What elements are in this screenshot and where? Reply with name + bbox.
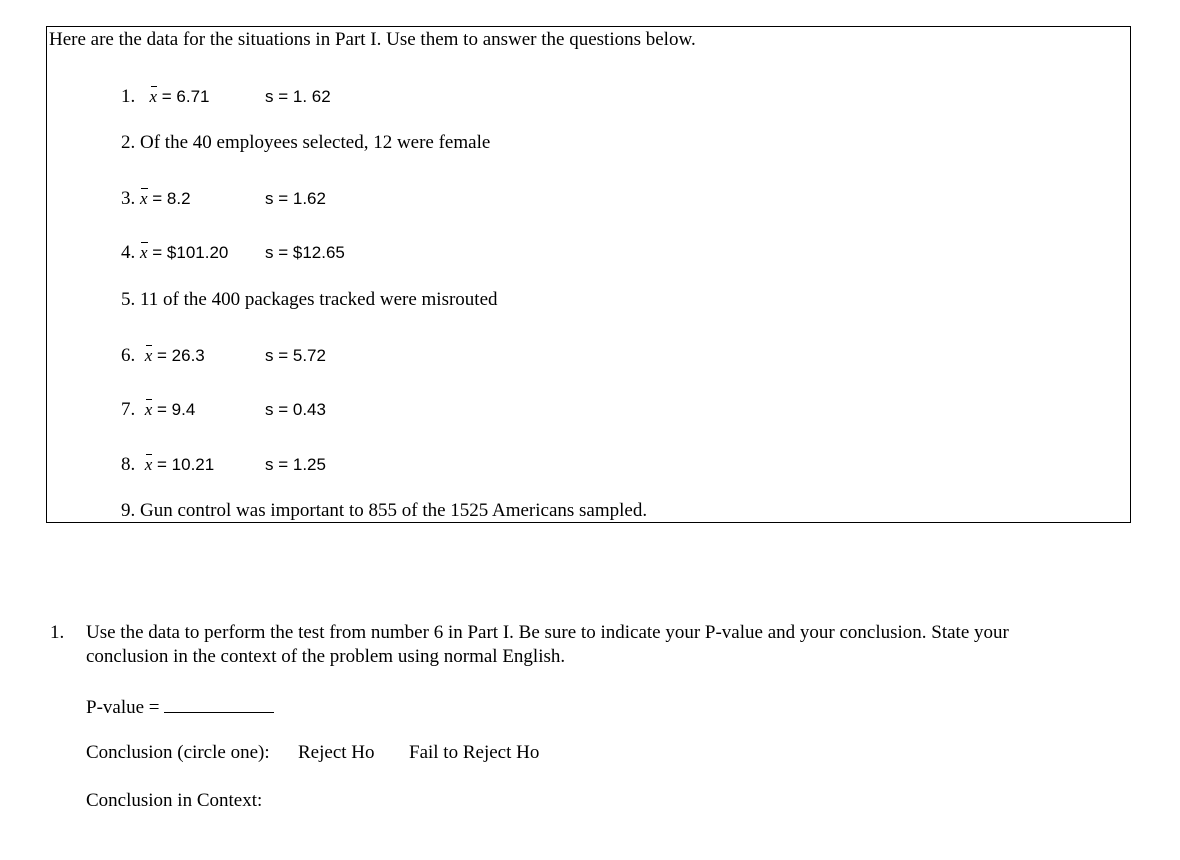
- pvalue-row: [86, 694, 274, 719]
- item-number: 3.: [121, 188, 136, 209]
- mean-value: = 10.21: [152, 455, 215, 474]
- conclusion-label: Conclusion (circle one):: [86, 742, 270, 763]
- item-number: 6.: [121, 345, 136, 366]
- option-fail-to-reject[interactable]: Fail to Reject Ho: [409, 742, 540, 763]
- data-item-1: [121, 86, 210, 108]
- xbar-symbol: x: [144, 400, 153, 419]
- xbar-symbol: x: [149, 87, 158, 106]
- data-item-3: [121, 188, 191, 210]
- xbar-symbol: x: [140, 243, 148, 262]
- data-item-9: [121, 500, 647, 522]
- item-number: 2.: [121, 132, 136, 153]
- option-reject[interactable]: Reject Ho: [298, 742, 375, 763]
- data-item-2: [121, 132, 490, 154]
- mean-value: = 9.4: [152, 400, 196, 419]
- xbar-symbol: x: [144, 455, 153, 474]
- item-text: Gun control was important to 855 of the 1525 Americans sampled.: [140, 500, 648, 521]
- mean-value: = 8.2: [147, 189, 191, 208]
- item-text: Of the 40 employees selected, 12 were female: [140, 132, 491, 153]
- item-number: 7.: [121, 399, 136, 420]
- data-item-6: [121, 345, 205, 367]
- item-number: 8.: [121, 454, 136, 475]
- sd-value-8: s = 1.25: [265, 455, 326, 474]
- mean-value: = 26.3: [152, 346, 205, 365]
- question-text-line-2: conclusion in the context of the problem using normal English.: [86, 646, 566, 667]
- sd-value-3: s = 1.62: [265, 189, 326, 208]
- context-label: Conclusion in Context:: [86, 790, 263, 811]
- xbar-symbol: x: [140, 189, 148, 208]
- pvalue-blank[interactable]: [164, 694, 274, 713]
- item-number: 1.: [121, 86, 136, 107]
- mean-value: = 6.71: [157, 87, 210, 106]
- item-number: 4.: [121, 242, 136, 263]
- item-number: 5.: [121, 289, 136, 310]
- data-item-5: [121, 289, 498, 311]
- sd-value-1: s = 1. 62: [265, 87, 331, 106]
- xbar-symbol: x: [144, 346, 153, 365]
- sd-value-4: s = $12.65: [265, 243, 345, 262]
- question-number: 1.: [50, 622, 65, 643]
- item-text: 11 of the 400 packages tracked were misrouted: [140, 289, 498, 310]
- sd-value-7: s = 0.43: [265, 400, 326, 419]
- data-item-8: [121, 454, 214, 476]
- question-text-line-1: Use the data to perform the test from number 6 in Part I. Be sure to indicate your P-value and your conclusion. State your: [86, 622, 1009, 643]
- data-item-4: [121, 242, 228, 264]
- pvalue-label: P-value =: [86, 697, 160, 718]
- intro-text: Here are the data for the situations in Part I. Use them to answer the questions below.: [49, 29, 696, 50]
- sd-value-6: s = 5.72: [265, 346, 326, 365]
- mean-value: = $101.20: [147, 243, 229, 262]
- conclusion-row: [86, 742, 270, 764]
- data-item-7: [121, 399, 195, 421]
- item-number: 9.: [121, 500, 136, 521]
